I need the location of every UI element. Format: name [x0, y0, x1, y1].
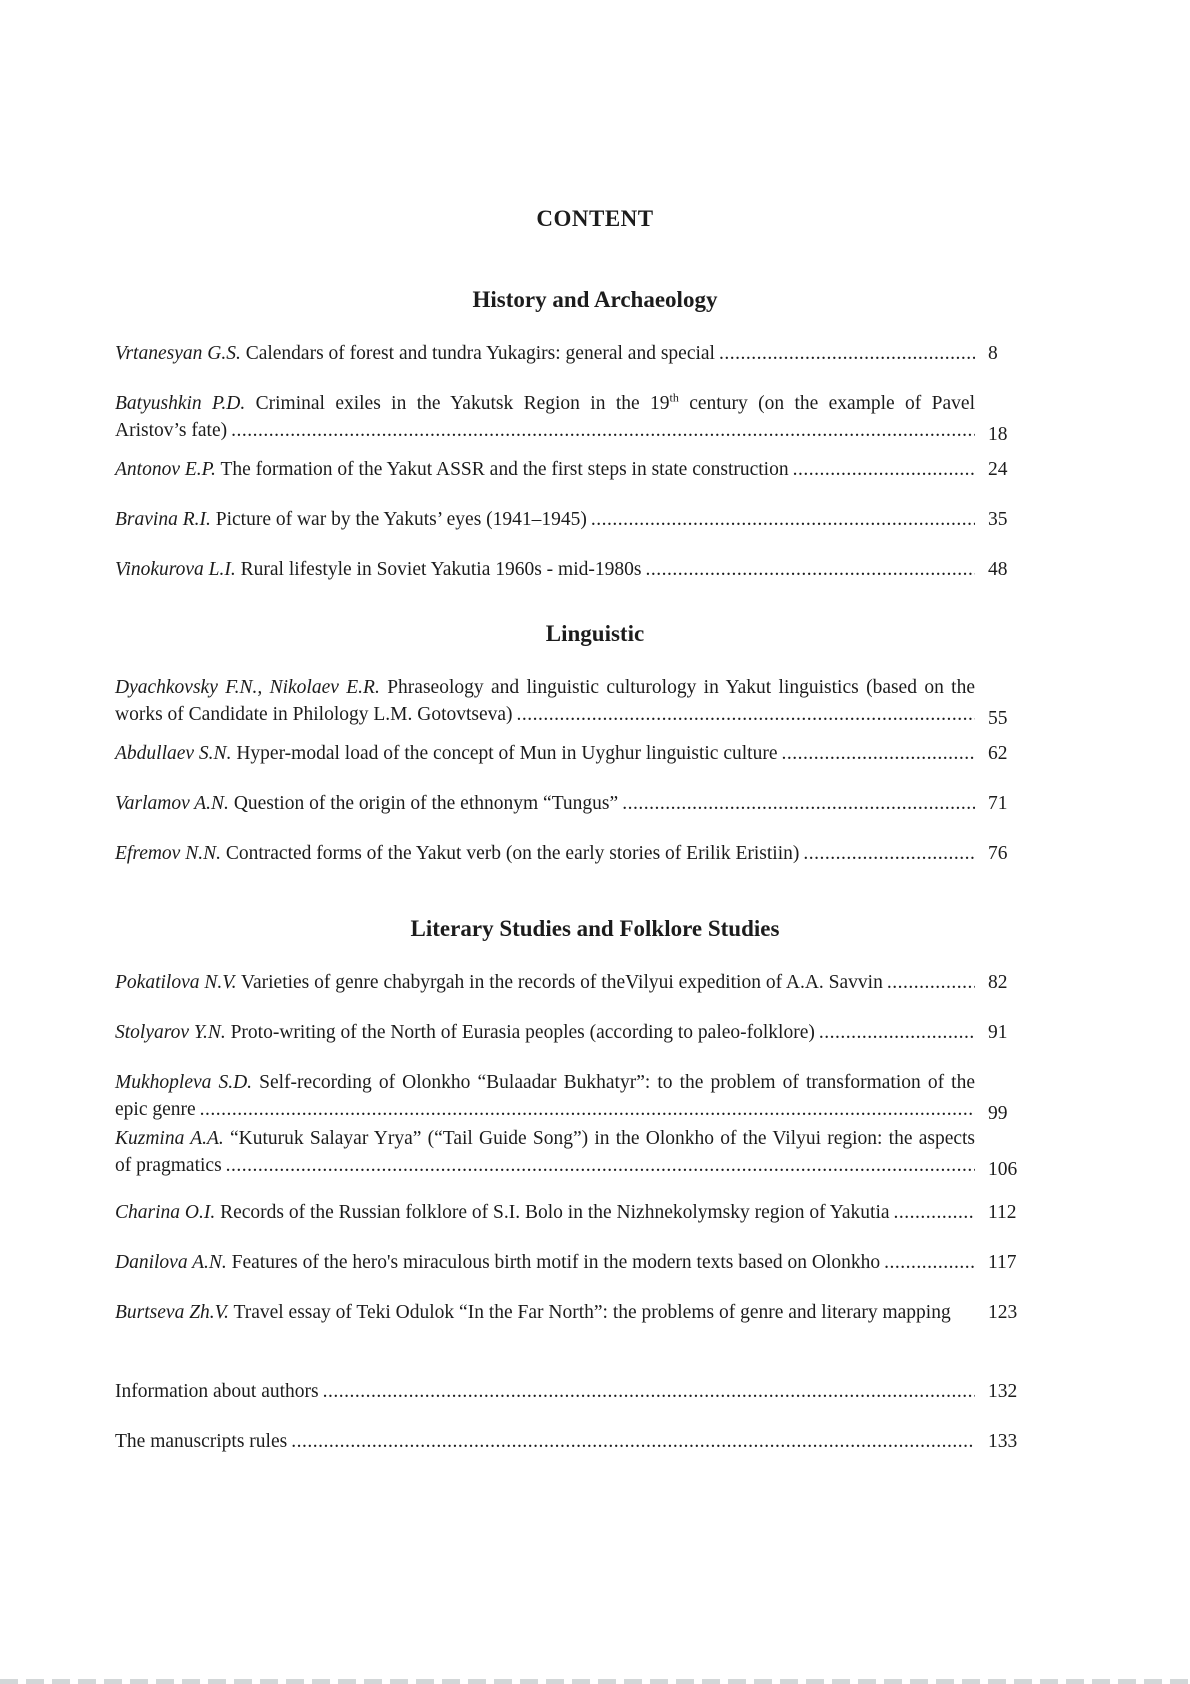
entry-authors: Dyachkovsky F.N., Nikolaev E.R. [115, 677, 380, 698]
toc-entry [115, 790, 1020, 817]
entry-authors: Mukhopleva S.D. [115, 1072, 253, 1093]
entry-text [115, 740, 777, 767]
dot-leader [622, 790, 975, 817]
entry-title: Varieties of genre chabyrgah in the records of theVilyui expedition of A.A. Savvin [241, 972, 883, 993]
backmatter [115, 1378, 1020, 1455]
entry-text-continued: Aristov’s fate) [115, 420, 228, 441]
entry-title: Picture of war by the Yakuts’ eyes (1941–1945) [215, 509, 587, 530]
entry-text [115, 840, 799, 867]
entry-title: Question of the origin of the ethnonym “Tungus” [233, 793, 619, 814]
entry-text-continued: of pragmatics [115, 1155, 222, 1176]
entry-page-number: 76 [988, 843, 1008, 864]
entry-text [115, 1428, 287, 1455]
entry-text [115, 1069, 1020, 1096]
toc-entry [115, 1125, 1020, 1179]
dot-leader [231, 417, 975, 444]
toc-entry [115, 840, 1020, 867]
entry-page-number: 99 [988, 1103, 1008, 1124]
entry-title: Travel essay of Teki Odulok “In the Far North”: the problems of genre and literary mapping [233, 1302, 951, 1323]
entry-authors: Charina O.I. [115, 1202, 216, 1223]
toc-entry [115, 1249, 1020, 1276]
entry-text-continued: epic genre [115, 1099, 196, 1120]
dot-leader [645, 556, 975, 583]
section-literary-and-folklore-studies [115, 915, 1020, 1326]
toc-entry [115, 1428, 1020, 1455]
entry-authors: Varlamov A.N. [115, 793, 229, 814]
entry-page-number: 117 [988, 1252, 1017, 1273]
entry-page-number: 112 [988, 1202, 1017, 1223]
entry-title: Contracted forms of the Yakut verb (on the early stories of Erilik Eristiin) [225, 843, 800, 864]
toc-entry [115, 969, 1020, 996]
entry-page-number: 133 [988, 1431, 1018, 1452]
entry-text [115, 1299, 951, 1326]
entry-page-number: 18 [988, 424, 1008, 445]
entry-authors: Batyushkin P.D. [115, 393, 246, 414]
entry-title: Features of the hero's miraculous birth motif in the modern texts based on Olonkho [231, 1252, 881, 1273]
entry-page-number: 48 [988, 559, 1008, 580]
entry-title: The formation of the Yakut ASSR and the first steps in state construction [220, 459, 789, 480]
dot-leader [819, 1019, 975, 1046]
entry-page-number: 106 [988, 1159, 1018, 1180]
entry-title: “Kuturuk Salayar Yrya” (“Tail Guide Song”) in the Olonkho of the Vilyui region: the aspects [230, 1128, 976, 1149]
entry-title: Records of the Russian folklore of S.I. Bolo in the Nizhnekolymsky region of Yakutia [220, 1202, 890, 1223]
entry-title: Calendars of forest and tundra Yukagirs: general and special [245, 343, 715, 364]
toc-entry [115, 1378, 1020, 1405]
entry-page-number: 71 [988, 793, 1008, 814]
section-heading: Linguistic [545, 621, 645, 646]
entry-text [115, 390, 1020, 417]
entry-authors: Bravina R.I. [115, 509, 211, 530]
dot-leader [887, 969, 975, 996]
section-heading: History and Archaeology [472, 287, 718, 312]
dot-leader [803, 840, 975, 867]
toc-entry [115, 390, 1020, 444]
toc-entry [115, 740, 1020, 767]
page-cut-mark [0, 1679, 1190, 1684]
entry-page-number: 123 [988, 1302, 1018, 1323]
dot-leader [323, 1378, 975, 1405]
entry-title: Information about authors [115, 1381, 319, 1402]
dot-leader [591, 506, 975, 533]
entry-authors: Vrtanesyan G.S. [115, 343, 241, 364]
toc-entry [115, 506, 1020, 533]
entry-text-continued: works of Candidate in Philology L.M. Gotovtseva) [115, 704, 513, 725]
dot-leader [226, 1152, 975, 1179]
entry-text [115, 340, 715, 367]
entry-page-number: 62 [988, 743, 1008, 764]
entry-authors: Abdullaev S.N. [115, 743, 232, 764]
entry-text [115, 1378, 319, 1405]
section-history-and-archaeology [115, 286, 1020, 583]
toc-entry [115, 1299, 1020, 1326]
entry-text [115, 506, 587, 533]
dot-leader [781, 740, 975, 767]
dot-leader [517, 701, 975, 728]
entry-page-number: 132 [988, 1381, 1018, 1402]
entry-title: Self-recording of Olonkho “Bulaadar Bukhatyr”: to the problem of transformation of the [259, 1072, 975, 1093]
dot-leader [894, 1199, 975, 1226]
dot-leader [884, 1249, 975, 1276]
entry-title: Hyper-modal load of the concept of Mun in Uyghur linguistic culture [236, 743, 778, 764]
toc-entry [115, 1199, 1020, 1226]
entry-title: The manuscripts rules [115, 1431, 288, 1452]
page-title: CONTENT [536, 206, 654, 231]
entry-page-number: 55 [988, 708, 1008, 729]
entry-authors: Kuzmina A.A. [115, 1128, 224, 1149]
toc-entry [115, 1019, 1020, 1046]
entry-authors: Burtseva Zh.V. [115, 1302, 229, 1323]
entry-text [115, 1019, 815, 1046]
entry-title: Phraseology and linguistic culturology in Yakut linguistics (based on the [387, 677, 976, 698]
entry-text [115, 674, 1020, 701]
entry-text [115, 456, 789, 483]
dot-leader [719, 340, 975, 367]
entry-text [115, 1199, 890, 1226]
toc-entry [115, 340, 1020, 367]
entry-page-number: 82 [988, 972, 1008, 993]
entry-title: Proto-writing of the North of Eurasia peoples (according to paleo-folklore) [230, 1022, 815, 1043]
entry-authors: Stolyarov Y.N. [115, 1022, 226, 1043]
superscript-ordinal: th [669, 390, 679, 405]
toc-entry [115, 1069, 1020, 1123]
toc-entry [115, 456, 1020, 483]
dot-leader [200, 1096, 975, 1123]
entry-text [115, 790, 618, 817]
entry-authors: Danilova A.N. [115, 1252, 227, 1273]
entry-title: Rural lifestyle in Soviet Yakutia 1960s - mid-1980s [240, 559, 642, 580]
entry-authors: Efremov N.N. [115, 843, 221, 864]
section-linguistic [115, 620, 1020, 867]
entry-page-number: 35 [988, 509, 1008, 530]
entry-text [115, 1125, 1020, 1152]
entry-text [115, 1249, 880, 1276]
dot-leader [793, 456, 975, 483]
entry-page-number: 24 [988, 459, 1008, 480]
entry-text [115, 969, 883, 996]
entry-page-number: 91 [988, 1022, 1008, 1043]
toc-entry [115, 556, 1020, 583]
entry-page-number: 8 [988, 343, 998, 364]
dot-leader [291, 1428, 975, 1455]
entry-authors: Pokatilova N.V. [115, 972, 237, 993]
toc-entry [115, 674, 1020, 728]
entry-text [115, 556, 641, 583]
entry-authors: Vinokurova L.I. [115, 559, 236, 580]
entry-authors: Antonov E.P. [115, 459, 216, 480]
entry-title: Criminal exiles in the Yakutsk Region in the 19th century (on the example of Pavel [255, 390, 975, 414]
section-heading: Literary Studies and Folklore Studies [410, 916, 780, 941]
